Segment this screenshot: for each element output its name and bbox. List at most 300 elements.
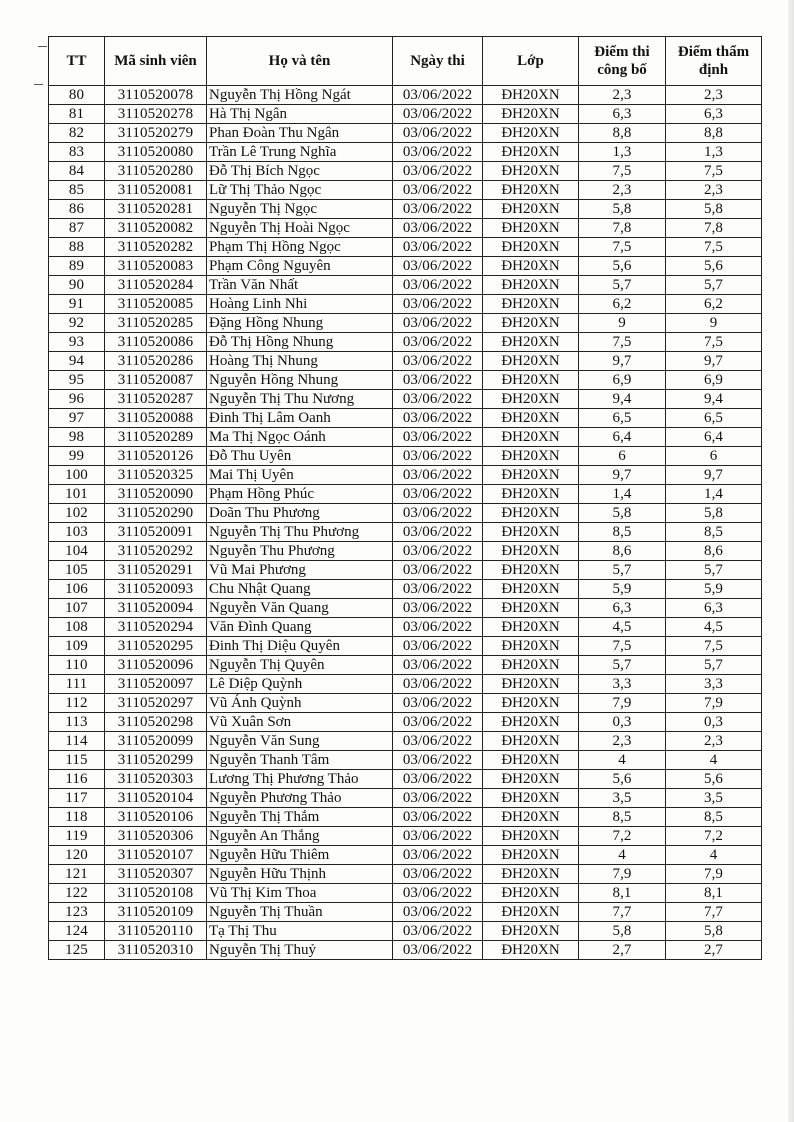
- cell-appraised-score: 6,9: [666, 371, 762, 390]
- cell-appraised-score: 6,5: [666, 409, 762, 428]
- cell-class: ĐH20XN: [483, 200, 579, 219]
- cell-tt: 119: [49, 827, 105, 846]
- cell-student-id: 3110520295: [105, 637, 207, 656]
- cell-full-name: Văn Đình Quang: [207, 618, 393, 637]
- cell-appraised-score: 6,3: [666, 599, 762, 618]
- cell-student-id: 3110520126: [105, 447, 207, 466]
- cell-published-score: 6,4: [579, 428, 666, 447]
- cell-full-name: Vũ Thị Kim Thoa: [207, 884, 393, 903]
- cell-tt: 102: [49, 504, 105, 523]
- cell-exam-date: 03/06/2022: [393, 219, 483, 238]
- cell-published-score: 8,8: [579, 124, 666, 143]
- table-row: [49, 675, 762, 694]
- cell-full-name: Nguyễn Thị Thuần: [207, 903, 393, 922]
- table-row: [49, 637, 762, 656]
- cell-student-id: 3110520284: [105, 276, 207, 295]
- cell-appraised-score: 9,7: [666, 466, 762, 485]
- cell-full-name: Vũ Ánh Quỳnh: [207, 694, 393, 713]
- cell-full-name: Nguyễn Hồng Nhung: [207, 371, 393, 390]
- cell-class: ĐH20XN: [483, 333, 579, 352]
- cell-student-id: 3110520081: [105, 181, 207, 200]
- cell-student-id: 3110520088: [105, 409, 207, 428]
- cell-class: ĐH20XN: [483, 713, 579, 732]
- cell-student-id: 3110520083: [105, 257, 207, 276]
- cell-student-id: 3110520289: [105, 428, 207, 447]
- cell-exam-date: 03/06/2022: [393, 181, 483, 200]
- cell-exam-date: 03/06/2022: [393, 599, 483, 618]
- cell-class: ĐH20XN: [483, 105, 579, 124]
- table-row: [49, 86, 762, 105]
- cell-class: ĐH20XN: [483, 143, 579, 162]
- table-row: [49, 732, 762, 751]
- cell-published-score: 7,9: [579, 694, 666, 713]
- table-row: [49, 124, 762, 143]
- table-row: [49, 352, 762, 371]
- cell-tt: 82: [49, 124, 105, 143]
- cell-published-score: 6: [579, 447, 666, 466]
- cell-student-id: 3110520080: [105, 143, 207, 162]
- cell-class: ĐH20XN: [483, 675, 579, 694]
- table-row: [49, 808, 762, 827]
- cell-appraised-score: 2,3: [666, 86, 762, 105]
- cell-exam-date: 03/06/2022: [393, 352, 483, 371]
- cell-exam-date: 03/06/2022: [393, 86, 483, 105]
- cell-full-name: Trần Lê Trung Nghĩa: [207, 143, 393, 162]
- cell-tt: 88: [49, 238, 105, 257]
- cell-full-name: Tạ Thị Thu: [207, 922, 393, 941]
- cell-exam-date: 03/06/2022: [393, 618, 483, 637]
- cell-appraised-score: 0,3: [666, 713, 762, 732]
- header-class: Lớp: [483, 37, 579, 86]
- cell-student-id: 3110520078: [105, 86, 207, 105]
- cell-exam-date: 03/06/2022: [393, 675, 483, 694]
- table-row: [49, 713, 762, 732]
- cell-exam-date: 03/06/2022: [393, 941, 483, 960]
- table-row: [49, 580, 762, 599]
- cell-published-score: 5,9: [579, 580, 666, 599]
- cell-exam-date: 03/06/2022: [393, 751, 483, 770]
- cell-tt: 108: [49, 618, 105, 637]
- cell-exam-date: 03/06/2022: [393, 333, 483, 352]
- cell-class: ĐH20XN: [483, 580, 579, 599]
- cell-published-score: 5,6: [579, 770, 666, 789]
- cell-tt: 105: [49, 561, 105, 580]
- cell-published-score: 9,7: [579, 352, 666, 371]
- table-row: [49, 314, 762, 333]
- cell-tt: 112: [49, 694, 105, 713]
- table-row: [49, 447, 762, 466]
- cell-tt: 110: [49, 656, 105, 675]
- cell-exam-date: 03/06/2022: [393, 694, 483, 713]
- cell-appraised-score: 7,5: [666, 238, 762, 257]
- cell-tt: 118: [49, 808, 105, 827]
- table-row: [49, 295, 762, 314]
- cell-student-id: 3110520291: [105, 561, 207, 580]
- cell-appraised-score: 6,3: [666, 105, 762, 124]
- cell-appraised-score: 5,9: [666, 580, 762, 599]
- cell-tt: 101: [49, 485, 105, 504]
- cell-student-id: 3110520325: [105, 466, 207, 485]
- cell-class: ĐH20XN: [483, 751, 579, 770]
- header-published-score: Điểm thi công bố: [579, 37, 666, 86]
- cell-tt: 97: [49, 409, 105, 428]
- cell-class: ĐH20XN: [483, 238, 579, 257]
- cell-student-id: 3110520290: [105, 504, 207, 523]
- cell-published-score: 4: [579, 846, 666, 865]
- header-full-name: Họ và tên: [207, 37, 393, 86]
- header-appraised-score: Điểm thẩm định: [666, 37, 762, 86]
- cell-class: ĐH20XN: [483, 846, 579, 865]
- cell-tt: 121: [49, 865, 105, 884]
- cell-full-name: Hà Thị Ngân: [207, 105, 393, 124]
- cell-published-score: 5,7: [579, 561, 666, 580]
- cell-appraised-score: 7,8: [666, 219, 762, 238]
- cell-class: ĐH20XN: [483, 504, 579, 523]
- cell-exam-date: 03/06/2022: [393, 295, 483, 314]
- cell-appraised-score: 7,2: [666, 827, 762, 846]
- cell-published-score: 7,9: [579, 865, 666, 884]
- cell-published-score: 9,7: [579, 466, 666, 485]
- cell-published-score: 6,5: [579, 409, 666, 428]
- cell-appraised-score: 5,7: [666, 276, 762, 295]
- cell-class: ĐH20XN: [483, 770, 579, 789]
- table-row: [49, 751, 762, 770]
- cell-student-id: 3110520286: [105, 352, 207, 371]
- cell-appraised-score: 1,3: [666, 143, 762, 162]
- cell-published-score: 4,5: [579, 618, 666, 637]
- cell-tt: 89: [49, 257, 105, 276]
- cell-appraised-score: 5,8: [666, 504, 762, 523]
- cell-full-name: Phạm Thị Hồng Ngọc: [207, 238, 393, 257]
- table-body: [49, 86, 762, 960]
- cell-exam-date: 03/06/2022: [393, 143, 483, 162]
- cell-full-name: Phan Đoàn Thu Ngân: [207, 124, 393, 143]
- cell-full-name: Vũ Xuân Sơn: [207, 713, 393, 732]
- cell-full-name: Lê Diệp Quỳnh: [207, 675, 393, 694]
- cell-full-name: Nguyễn Thị Thu Nương: [207, 390, 393, 409]
- table-row: [49, 143, 762, 162]
- table-row: [49, 941, 762, 960]
- cell-full-name: Nguyễn Thanh Tâm: [207, 751, 393, 770]
- cell-published-score: 6,3: [579, 599, 666, 618]
- cell-exam-date: 03/06/2022: [393, 124, 483, 143]
- cell-class: ĐH20XN: [483, 314, 579, 333]
- cell-tt: 122: [49, 884, 105, 903]
- cell-full-name: Lữ Thị Thảo Ngọc: [207, 181, 393, 200]
- cell-published-score: 3,5: [579, 789, 666, 808]
- cell-student-id: 3110520110: [105, 922, 207, 941]
- cell-full-name: Nguyễn Thị Hồng Ngát: [207, 86, 393, 105]
- table-row: [49, 105, 762, 124]
- cell-appraised-score: 9: [666, 314, 762, 333]
- table-row: [49, 656, 762, 675]
- cell-student-id: 3110520279: [105, 124, 207, 143]
- cell-tt: 86: [49, 200, 105, 219]
- cell-student-id: 3110520086: [105, 333, 207, 352]
- cell-exam-date: 03/06/2022: [393, 903, 483, 922]
- cell-exam-date: 03/06/2022: [393, 884, 483, 903]
- cell-full-name: Chu Nhật Quang: [207, 580, 393, 599]
- cell-exam-date: 03/06/2022: [393, 371, 483, 390]
- cell-student-id: 3110520090: [105, 485, 207, 504]
- cell-tt: 84: [49, 162, 105, 181]
- cell-published-score: 9,4: [579, 390, 666, 409]
- cell-student-id: 3110520310: [105, 941, 207, 960]
- table-row: [49, 694, 762, 713]
- cell-appraised-score: 5,8: [666, 922, 762, 941]
- cell-class: ĐH20XN: [483, 561, 579, 580]
- cell-class: ĐH20XN: [483, 637, 579, 656]
- cell-tt: 107: [49, 599, 105, 618]
- cell-published-score: 6,2: [579, 295, 666, 314]
- cell-tt: 106: [49, 580, 105, 599]
- cell-published-score: 1,4: [579, 485, 666, 504]
- cell-appraised-score: 7,7: [666, 903, 762, 922]
- cell-class: ĐH20XN: [483, 903, 579, 922]
- table-row: [49, 219, 762, 238]
- cell-full-name: Nguyễn Hữu Thịnh: [207, 865, 393, 884]
- cell-full-name: Nguyễn Phương Thảo: [207, 789, 393, 808]
- cell-class: ĐH20XN: [483, 884, 579, 903]
- cell-appraised-score: 4: [666, 751, 762, 770]
- cell-class: ĐH20XN: [483, 599, 579, 618]
- cell-full-name: Doãn Thu Phương: [207, 504, 393, 523]
- cell-appraised-score: 5,7: [666, 561, 762, 580]
- cell-tt: 81: [49, 105, 105, 124]
- cell-student-id: 3110520096: [105, 656, 207, 675]
- cell-appraised-score: 7,9: [666, 694, 762, 713]
- cell-full-name: Nguyễn An Thắng: [207, 827, 393, 846]
- cell-exam-date: 03/06/2022: [393, 846, 483, 865]
- cell-tt: 98: [49, 428, 105, 447]
- cell-class: ĐH20XN: [483, 371, 579, 390]
- cell-tt: 95: [49, 371, 105, 390]
- table-row: [49, 618, 762, 637]
- cell-class: ĐH20XN: [483, 732, 579, 751]
- cell-class: ĐH20XN: [483, 827, 579, 846]
- cell-full-name: Nguyễn Văn Quang: [207, 599, 393, 618]
- cell-student-id: 3110520109: [105, 903, 207, 922]
- cell-class: ĐH20XN: [483, 523, 579, 542]
- cell-exam-date: 03/06/2022: [393, 637, 483, 656]
- cell-published-score: 7,8: [579, 219, 666, 238]
- cell-appraised-score: 8,5: [666, 808, 762, 827]
- cell-student-id: 3110520094: [105, 599, 207, 618]
- cell-full-name: Trần Văn Nhất: [207, 276, 393, 295]
- table-row: [49, 485, 762, 504]
- margin-mark: [38, 46, 47, 47]
- cell-class: ĐH20XN: [483, 86, 579, 105]
- cell-exam-date: 03/06/2022: [393, 504, 483, 523]
- cell-exam-date: 03/06/2022: [393, 314, 483, 333]
- table-row: [49, 903, 762, 922]
- cell-published-score: 8,6: [579, 542, 666, 561]
- cell-full-name: Phạm Công Nguyên: [207, 257, 393, 276]
- table-row: [49, 770, 762, 789]
- cell-tt: 85: [49, 181, 105, 200]
- cell-student-id: 3110520107: [105, 846, 207, 865]
- scan-edge-shadow: [788, 0, 794, 1122]
- cell-full-name: Đỗ Thị Bích Ngọc: [207, 162, 393, 181]
- cell-exam-date: 03/06/2022: [393, 827, 483, 846]
- cell-class: ĐH20XN: [483, 466, 579, 485]
- cell-appraised-score: 2,3: [666, 732, 762, 751]
- table-row: [49, 162, 762, 181]
- cell-exam-date: 03/06/2022: [393, 466, 483, 485]
- cell-published-score: 2,7: [579, 941, 666, 960]
- cell-exam-date: 03/06/2022: [393, 789, 483, 808]
- cell-full-name: Nguyễn Thị Ngọc: [207, 200, 393, 219]
- cell-published-score: 7,5: [579, 162, 666, 181]
- cell-exam-date: 03/06/2022: [393, 447, 483, 466]
- cell-class: ĐH20XN: [483, 542, 579, 561]
- cell-tt: 120: [49, 846, 105, 865]
- cell-tt: 87: [49, 219, 105, 238]
- cell-full-name: Nguyễn Hữu Thiêm: [207, 846, 393, 865]
- cell-exam-date: 03/06/2022: [393, 542, 483, 561]
- cell-appraised-score: 6,2: [666, 295, 762, 314]
- cell-tt: 83: [49, 143, 105, 162]
- table-row: [49, 276, 762, 295]
- cell-published-score: 2,3: [579, 86, 666, 105]
- cell-student-id: 3110520106: [105, 808, 207, 827]
- cell-tt: 124: [49, 922, 105, 941]
- cell-student-id: 3110520091: [105, 523, 207, 542]
- cell-published-score: 1,3: [579, 143, 666, 162]
- table-row: [49, 865, 762, 884]
- cell-class: ĐH20XN: [483, 808, 579, 827]
- cell-published-score: 7,5: [579, 333, 666, 352]
- table-row: [49, 200, 762, 219]
- cell-published-score: 8,5: [579, 523, 666, 542]
- cell-full-name: Hoàng Linh Nhi: [207, 295, 393, 314]
- table-row: [49, 523, 762, 542]
- cell-published-score: 8,1: [579, 884, 666, 903]
- cell-full-name: Lương Thị Phương Thảo: [207, 770, 393, 789]
- cell-student-id: 3110520087: [105, 371, 207, 390]
- cell-published-score: 9: [579, 314, 666, 333]
- cell-tt: 96: [49, 390, 105, 409]
- cell-class: ĐH20XN: [483, 181, 579, 200]
- cell-student-id: 3110520278: [105, 105, 207, 124]
- cell-student-id: 3110520085: [105, 295, 207, 314]
- cell-exam-date: 03/06/2022: [393, 922, 483, 941]
- cell-published-score: 4: [579, 751, 666, 770]
- cell-appraised-score: 7,9: [666, 865, 762, 884]
- cell-student-id: 3110520108: [105, 884, 207, 903]
- table-row: [49, 333, 762, 352]
- cell-appraised-score: 5,7: [666, 656, 762, 675]
- cell-exam-date: 03/06/2022: [393, 523, 483, 542]
- cell-appraised-score: 7,5: [666, 637, 762, 656]
- table-row: [49, 466, 762, 485]
- cell-exam-date: 03/06/2022: [393, 485, 483, 504]
- table-row: [49, 561, 762, 580]
- cell-exam-date: 03/06/2022: [393, 162, 483, 181]
- cell-exam-date: 03/06/2022: [393, 561, 483, 580]
- cell-student-id: 3110520282: [105, 238, 207, 257]
- table-row: [49, 504, 762, 523]
- cell-tt: 125: [49, 941, 105, 960]
- cell-class: ĐH20XN: [483, 352, 579, 371]
- cell-published-score: 2,3: [579, 181, 666, 200]
- cell-appraised-score: 1,4: [666, 485, 762, 504]
- cell-student-id: 3110520306: [105, 827, 207, 846]
- cell-student-id: 3110520287: [105, 390, 207, 409]
- cell-exam-date: 03/06/2022: [393, 257, 483, 276]
- cell-full-name: Mai Thị Uyên: [207, 466, 393, 485]
- cell-full-name: Đặng Hồng Nhung: [207, 314, 393, 333]
- cell-published-score: 5,7: [579, 276, 666, 295]
- cell-tt: 113: [49, 713, 105, 732]
- header-tt: TT: [49, 37, 105, 86]
- cell-student-id: 3110520104: [105, 789, 207, 808]
- cell-full-name: Đinh Thị Lâm Oanh: [207, 409, 393, 428]
- cell-full-name: Nguyễn Thu Phương: [207, 542, 393, 561]
- cell-student-id: 3110520298: [105, 713, 207, 732]
- cell-full-name: Đinh Thị Diệu Quyên: [207, 637, 393, 656]
- cell-full-name: Nguyễn Thị Quyên: [207, 656, 393, 675]
- cell-student-id: 3110520082: [105, 219, 207, 238]
- cell-exam-date: 03/06/2022: [393, 238, 483, 257]
- table-row: [49, 390, 762, 409]
- cell-published-score: 3,3: [579, 675, 666, 694]
- cell-class: ĐH20XN: [483, 124, 579, 143]
- cell-full-name: Nguyễn Văn Sung: [207, 732, 393, 751]
- cell-student-id: 3110520292: [105, 542, 207, 561]
- cell-class: ĐH20XN: [483, 694, 579, 713]
- cell-exam-date: 03/06/2022: [393, 656, 483, 675]
- cell-tt: 104: [49, 542, 105, 561]
- cell-tt: 90: [49, 276, 105, 295]
- cell-full-name: Nguyễn Thị Thuỷ: [207, 941, 393, 960]
- table-row: [49, 428, 762, 447]
- cell-full-name: Phạm Hồng Phúc: [207, 485, 393, 504]
- cell-class: ĐH20XN: [483, 295, 579, 314]
- cell-class: ĐH20XN: [483, 257, 579, 276]
- table-row: [49, 371, 762, 390]
- cell-class: ĐH20XN: [483, 618, 579, 637]
- cell-exam-date: 03/06/2022: [393, 865, 483, 884]
- margin-mark: [34, 84, 43, 85]
- cell-full-name: Vũ Mai Phương: [207, 561, 393, 580]
- table-row: [49, 789, 762, 808]
- cell-appraised-score: 9,4: [666, 390, 762, 409]
- header-exam-date: Ngày thi: [393, 37, 483, 86]
- cell-exam-date: 03/06/2022: [393, 808, 483, 827]
- cell-exam-date: 03/06/2022: [393, 770, 483, 789]
- cell-class: ĐH20XN: [483, 428, 579, 447]
- cell-student-id: 3110520099: [105, 732, 207, 751]
- cell-published-score: 8,5: [579, 808, 666, 827]
- cell-student-id: 3110520093: [105, 580, 207, 599]
- cell-tt: 94: [49, 352, 105, 371]
- cell-class: ĐH20XN: [483, 485, 579, 504]
- table-row: [49, 884, 762, 903]
- cell-appraised-score: 9,7: [666, 352, 762, 371]
- cell-published-score: 5,7: [579, 656, 666, 675]
- cell-class: ĐH20XN: [483, 922, 579, 941]
- header-student-id: Mã sinh viên: [105, 37, 207, 86]
- cell-tt: 116: [49, 770, 105, 789]
- cell-published-score: 7,7: [579, 903, 666, 922]
- cell-student-id: 3110520307: [105, 865, 207, 884]
- cell-student-id: 3110520097: [105, 675, 207, 694]
- cell-exam-date: 03/06/2022: [393, 409, 483, 428]
- cell-appraised-score: 8,6: [666, 542, 762, 561]
- cell-published-score: 6,3: [579, 105, 666, 124]
- cell-exam-date: 03/06/2022: [393, 732, 483, 751]
